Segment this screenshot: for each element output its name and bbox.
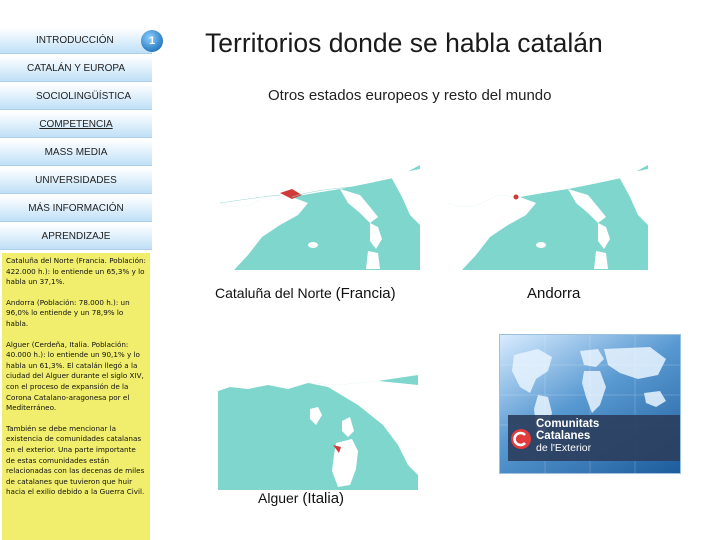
map-image — [218, 365, 418, 490]
slide-number-badge: 1 — [141, 30, 163, 52]
comunitats-catalanes-banner[interactable] — [500, 335, 680, 473]
nav-competencia[interactable] — [0, 112, 152, 138]
page-title: Territorios donde se habla catalán — [205, 28, 603, 58]
banner-text — [536, 418, 676, 454]
nav-sociolinguistica[interactable] — [0, 84, 152, 110]
banner-line-2: Catalanes — [536, 430, 591, 442]
caption-cataluna-del-norte — [215, 285, 396, 302]
catalan-c-logo-icon — [511, 429, 531, 449]
caption-andorra: Andorra — [527, 285, 581, 302]
nav-mas-informacion[interactable] — [0, 196, 152, 222]
nav-universidades[interactable] — [0, 168, 152, 194]
banner-line-3: de l'Exterior — [536, 442, 592, 454]
info-paragraph-andorra: Andorra (Población: 78.000 h.): un 96,0% lo entiende y un 78,9% lo habla. — [6, 297, 130, 328]
caption-country: (Francia) — [335, 285, 396, 302]
info-paragraph-cataluna-norte: Cataluña del Norte (Francia. Población: 422.000 h.): lo entiende un 65,3% y lo habla un 37,1%. — [6, 256, 146, 287]
caption-region: Alguer — [258, 490, 299, 506]
nav-label: CATALÁN Y EUROPA — [27, 63, 125, 74]
info-panel — [2, 253, 150, 540]
info-paragraph-exterior: También se debe mencionar la existencia de comunidades catalanas en el exterior. Una parte importante de estas comunidades están relacionadas con las decenas de miles de catalanes que tuvieron que huir hacia el exilio debido a la Guerra Civil. — [6, 423, 145, 497]
banner-line-1: Comunitats — [536, 418, 600, 430]
nav-catalan-y-europa[interactable] — [0, 56, 152, 82]
map-image — [220, 145, 420, 270]
map-cataluna-del-norte — [220, 145, 420, 270]
caption-region: Cataluña del Norte — [215, 285, 332, 301]
info-paragraph-alguer: Alguer (Cerdeña, Italia. Población: 40.000 h.): lo entiende un 90,1% y lo habla un 61,3%. El catalán llegó a la ciudad del Alguer durante el siglo XIV, con el proceso de expansión de la Corona Catalano-aragonesa por el Mediterráneo. — [6, 339, 144, 413]
nav-label: INTRODUCCIÓN — [36, 35, 114, 46]
nav-label: APRENDIZAJE — [41, 231, 111, 242]
nav-label: SOCIOLINGÜÍSTICA — [36, 91, 132, 102]
map-andorra — [448, 145, 648, 270]
nav-aprendizaje[interactable] — [0, 224, 152, 250]
map-image — [448, 145, 648, 270]
page-subtitle: Otros estados europeos y resto del mundo — [268, 87, 552, 104]
nav-label: COMPETENCIA — [39, 119, 113, 130]
caption-country: (Italia) — [302, 490, 345, 507]
sidebar-nav — [0, 0, 152, 540]
map-alguer — [218, 365, 418, 490]
nav-introduccion[interactable] — [0, 28, 152, 54]
nav-label: MASS MEDIA — [44, 147, 108, 158]
nav-label: UNIVERSIDADES — [35, 175, 117, 186]
caption-alguer — [258, 490, 344, 507]
nav-label: MÁS INFORMACIÓN — [28, 203, 124, 214]
nav-mass-media[interactable] — [0, 140, 152, 166]
